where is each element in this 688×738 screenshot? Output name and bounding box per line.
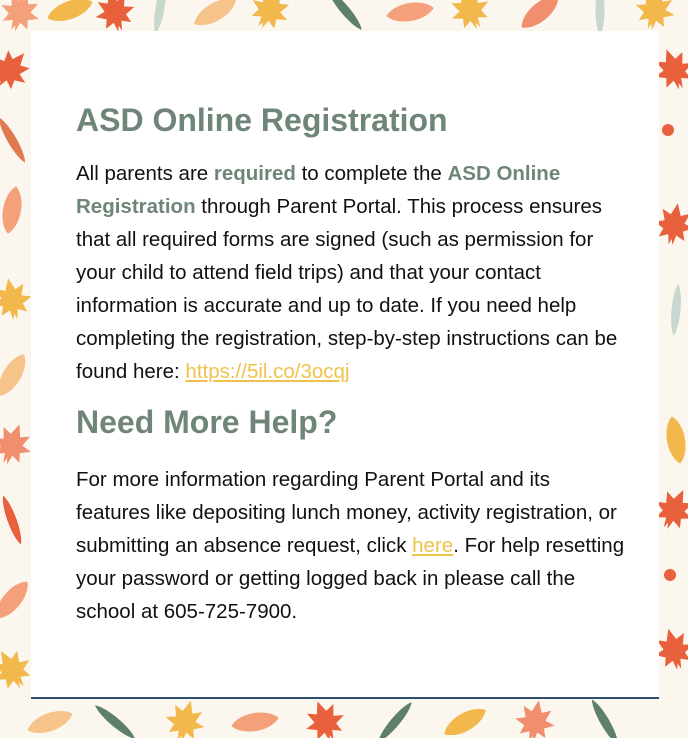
oak-leaf-icon (0, 350, 32, 401)
berry-branch-icon (662, 124, 674, 136)
fern-leaf-icon (0, 494, 25, 546)
oak-leaf-icon (230, 709, 280, 735)
asd-registration-highlight: ASD Online Registration (76, 162, 561, 218)
maple-leaf-icon (161, 696, 211, 738)
oak-leaf-icon (663, 415, 688, 465)
paragraph-text: All parents are (76, 162, 214, 185)
fern-leaf-icon (375, 699, 415, 738)
oak-leaf-icon (516, 0, 564, 34)
here-link[interactable]: here (412, 534, 454, 557)
oak-leaf-icon (190, 0, 241, 32)
paragraph-text: . For help resetting your password or getting logged back in please call the school at 605-725-7900. (76, 534, 625, 623)
maple-leaf-icon (512, 697, 559, 738)
paragraph-text: through Parent Portal. This process ensures that all required forms are signed (such as permission for your child to attend field trips) and that your contact information is accurate and up to date. If you need help completing the registration, step-by-step instructions can be found here: (76, 195, 618, 383)
help-paragraph (76, 463, 626, 628)
fern-leaf-icon (151, 0, 169, 34)
fern-leaf-icon (325, 0, 365, 33)
fern-leaf-icon (92, 702, 138, 738)
oak-leaf-icon (44, 0, 95, 27)
oak-leaf-icon (24, 705, 75, 738)
card-content (76, 101, 626, 628)
help-heading: Need More Help? (76, 404, 338, 440)
maple-leaf-icon (0, 275, 35, 323)
oak-leaf-icon (0, 185, 25, 235)
fern-leaf-icon (0, 115, 29, 165)
fern-leaf-icon (669, 284, 682, 337)
maple-leaf-icon (299, 694, 351, 738)
paragraph-text: to complete the (295, 162, 448, 185)
registration-heading: ASD Online Registration (76, 102, 448, 138)
required-highlight: required (213, 162, 296, 185)
maple-leaf-icon (631, 0, 681, 34)
content-card (31, 31, 659, 699)
paragraph-text: For more information regarding Parent Portal and its features like depositing lunch money, activity registration, or submitting an absence request, click (76, 468, 617, 557)
instructions-link[interactable]: https://5il.co/3ocqj (185, 360, 350, 383)
berry-branch-icon (664, 569, 676, 581)
registration-paragraph (76, 157, 626, 388)
oak-leaf-icon (0, 576, 34, 624)
oak-leaf-icon (440, 702, 491, 738)
fern-leaf-icon (588, 697, 622, 738)
oak-leaf-icon (385, 0, 435, 25)
